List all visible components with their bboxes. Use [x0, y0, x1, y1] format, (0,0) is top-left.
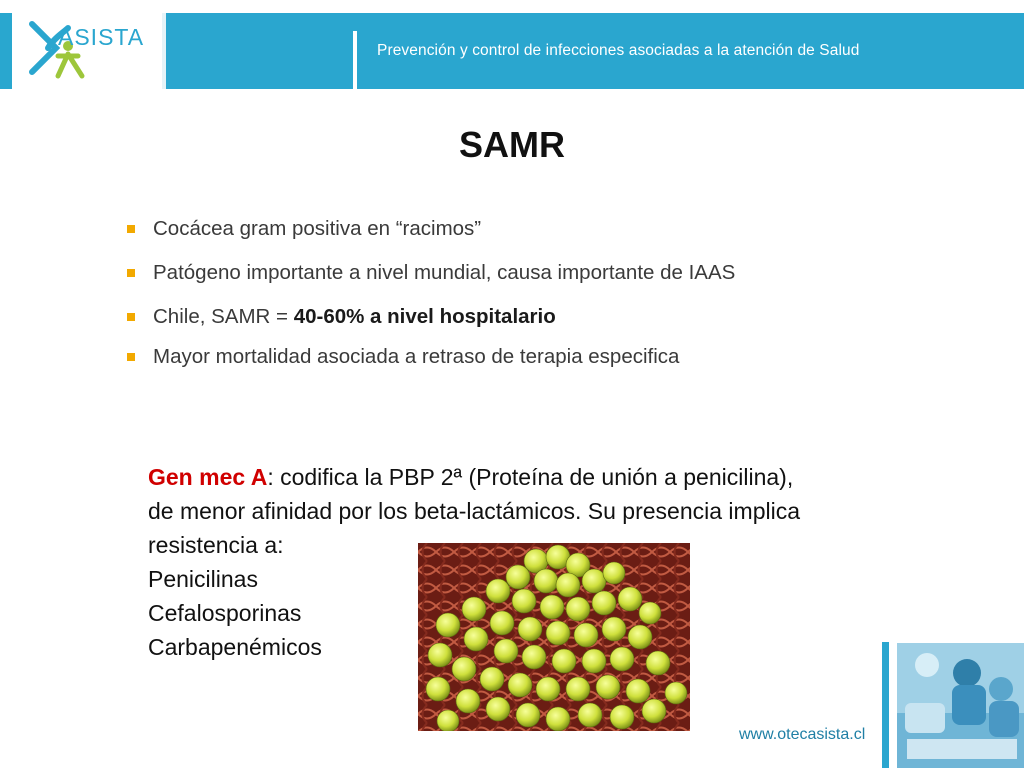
- bullet-text: Cocácea gram positiva en “racimos”: [153, 217, 482, 240]
- drug-item: Penicilinas: [148, 566, 258, 592]
- drug-item: Carbapenémicos: [148, 634, 322, 660]
- surgery-photo: [897, 643, 1024, 768]
- gen-term: Gen mec A: [148, 464, 268, 490]
- footer-accent-bar: [882, 642, 889, 768]
- logo-text: ASISTA: [58, 24, 145, 50]
- square-bullet-icon: [127, 313, 135, 321]
- header-divider: [353, 31, 357, 89]
- bullet-item: [124, 340, 814, 373]
- gen-line-3: resistencia a:: [148, 532, 284, 558]
- bullet-item: [124, 212, 814, 245]
- bullet-highlight: 40-60% a nivel hospitalario: [293, 305, 556, 328]
- bullet-list: [124, 212, 814, 384]
- website-link[interactable]: www.otecasista.cl: [739, 726, 866, 743]
- staphylococcus-micrograph: [418, 543, 690, 731]
- gen-line-1: [148, 460, 908, 494]
- header-left-edge: [0, 13, 12, 89]
- header-tagline: Prevención y control de infecciones asociadas a la atención de Salud: [377, 42, 860, 59]
- square-bullet-icon: [127, 353, 135, 361]
- bullet-item: [124, 256, 814, 289]
- square-bullet-icon: [127, 269, 135, 277]
- bullet-item: [124, 300, 814, 333]
- bullet-text: Chile, SAMR =: [153, 305, 294, 328]
- bullet-text: Patógeno importante a nivel mundial, causa importante de IAAS: [153, 261, 736, 284]
- bullet-text: Mayor mortalidad asociada a retraso de terapia especifica: [153, 345, 680, 368]
- gen-line-2: de menor afinidad por los beta-lactámicos. Su presencia implica: [148, 498, 800, 524]
- slide-title: SAMR: [459, 124, 565, 165]
- gen-text: : codifica la PBP 2ª (Proteína de unión a penicilina),: [267, 464, 794, 490]
- drug-item: Cefalosporinas: [148, 600, 302, 626]
- square-bullet-icon: [127, 225, 135, 233]
